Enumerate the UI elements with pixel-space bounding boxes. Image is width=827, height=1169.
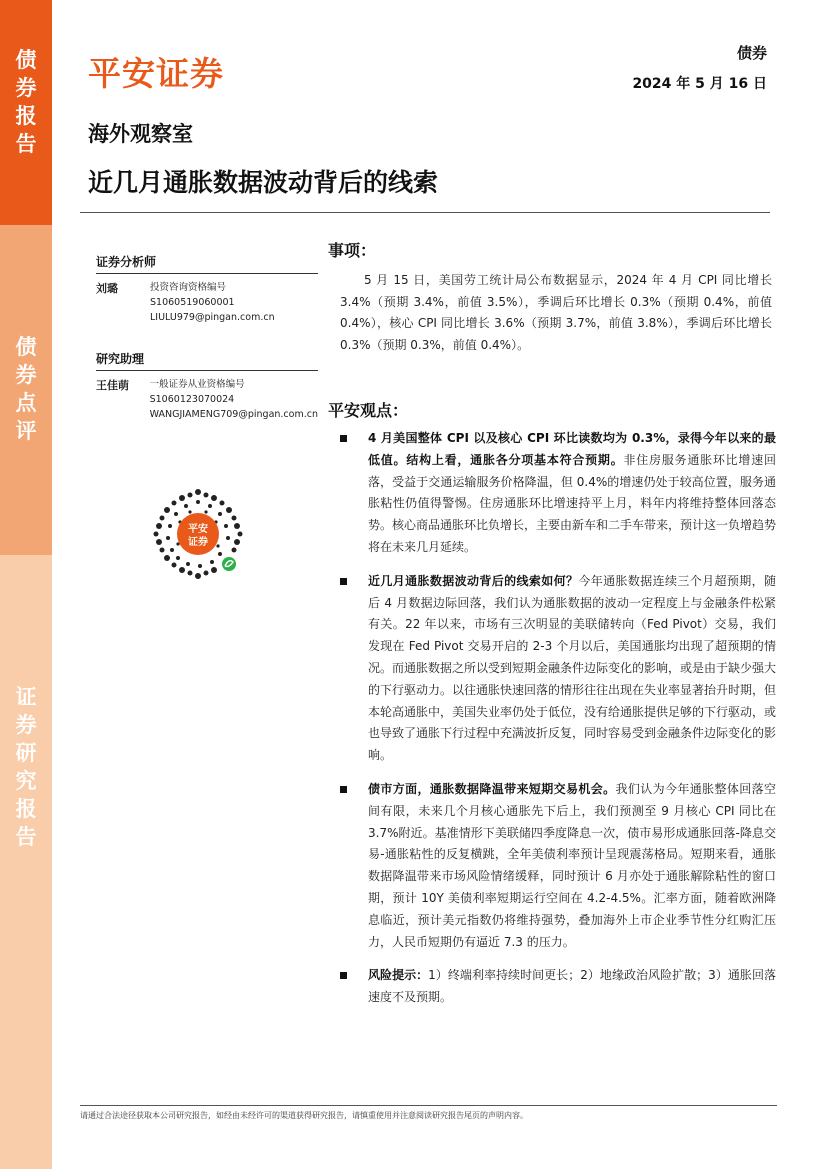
view-bullet-body: 非住房服务通胀环比增速回落，受益于交通运输服务价格降温，但 0.4%的增速仍处于较高位置，服务通胀粘性仍值得警惕。住房通胀环比增速持平上月，料年内将维持整体回落态势。核心商品通胀环比负增长，主要由新车和二手车带来，预计这一负增趋势将在未来几月延续。	[368, 452, 777, 554]
report-date: 2024 年 5 月 16 日	[632, 76, 767, 92]
analyst-role-label: 证券分析师	[96, 253, 318, 274]
qr-logo-text-top: 平安	[188, 524, 208, 535]
mini-program-qr-icon[interactable]	[150, 486, 246, 582]
view-bullet-clues	[340, 571, 776, 767]
view-bullet-lead: 风险提示：	[368, 968, 429, 983]
report-series: 海外观察室	[88, 122, 193, 146]
bullet-square-icon	[340, 786, 347, 793]
bullet-square-icon	[340, 972, 347, 979]
bullet-square-icon	[340, 435, 347, 442]
assistant-name: 王佳萌	[96, 379, 129, 392]
footer-divider	[80, 1105, 777, 1106]
report-category: 债券	[736, 44, 767, 62]
view-bullet-lead: 债市方面，通胀数据降温带来短期交易机会。	[368, 781, 616, 796]
qr-logo-text-bottom: 证券	[188, 537, 208, 548]
page-title: 近几月通胀数据波动背后的线索	[88, 168, 439, 197]
analyst-info	[150, 280, 275, 325]
view-bullet-body: 我们认为今年通胀整体回落空间有限，未来几个月核心通胀先下后上，我们预测至 9 月核心 CPI 同比在 3.7%附近。基准情形下美联储四季度降息一次，债市易形成通胀回落-降息交易-通胀粘性的反复横跳，全年美债利率预计呈现震荡格局。短期来看，通胀数据降温带来市场风险情绪缓释，同时预计 6 月亦处于通胀解除粘性的窗口期，预计 10Y 美债利率短期运行空间在 4.2-4.5%。汇率方面，随着欧洲降息临近，预计美元指数仍将维持强势，叠加海外上市企业季节性分红购汇压力，人民币短期仍有逼近 7.3 的压力。	[368, 781, 776, 949]
views-heading: 平安观点：	[328, 401, 409, 420]
assistant-license-label: 一般证券从业资格编号	[149, 379, 245, 390]
events-paragraph: 5 月 15 日，美国劳工统计局公布数据显示，2024 年 4 月 CPI 同比增长 3.4%（预期 3.4%，前值 3.5%），季调后环比增长 0.3%（预期 0.4%，前值 0.4%），核心 CPI 同比增长 3.6%（预期 3.7%，前值 3.8%），季调后环比增长 0.3%（预期 0.3%，前值 0.4%）。	[340, 273, 772, 352]
analyst-license-number: S1060519060001	[150, 297, 235, 308]
header-divider	[80, 212, 770, 213]
sidebar-text-bond-review: 债 券 点 评	[15, 335, 37, 443]
company-logo: 平安证券	[88, 54, 224, 93]
assistant-section	[96, 350, 318, 422]
analyst-entry	[96, 280, 318, 325]
analyst-section	[96, 253, 318, 325]
view-bullet-body: 1）终端利率持续时间更长；2）地缘政治风险扩散；3）通胀回落速度不及预期。	[368, 968, 776, 1005]
analyst-email[interactable]: LIULU979@pingan.com.cn	[150, 312, 275, 323]
view-bullet-bond-market	[340, 779, 776, 953]
assistant-license-number: S1060123070024	[149, 394, 235, 405]
assistant-email[interactable]: WANGJIAMENG709@pingan.com.cn	[149, 409, 318, 420]
view-bullet-body: 今年通胀数据连续三个月超预期，随后 4 月数据边际回落，我们认为通胀数据的波动一定程度上与金融条件松紧有关。22 年以来，市场有三次明显的美联储转向（Fed Pivot）交易，我们发现在 Fed Pivot 交易开启的 2-3 个月以后，美国通胀均出现了超预期的情况。而通胀数据之所以受到短期金融条件边际变化的影响，或是由于缺少强大的下行驱动力。以往通胀快速回落的情形往往出现在失业率显著抬升时期，但本轮高通胀中，美国失业率仍处于低位，没有给通胀提供足够的下行驱动，或也导致了通胀下行过程中充满波折反复，同时容易受到金融条件边际变化的影响。	[368, 573, 777, 763]
view-bullet-lead: 4 月美国整体 CPI 以及核心 CPI 环比读数均为 0.3%，录得今年以来的最低值。结构上看，通胀各分项基本符合预期。	[368, 431, 776, 467]
sidebar-block-research	[0, 555, 52, 1169]
assistant-entry	[96, 377, 318, 422]
analyst-license-label: 投资咨询资格编号	[150, 282, 227, 293]
views-list	[340, 428, 776, 1021]
view-bullet-lead: 近几月通胀数据波动背后的线索如何？	[368, 573, 579, 588]
analyst-name: 刘璐	[96, 282, 118, 295]
sidebar-text-research-report: 证 券 研 究 报 告	[15, 685, 37, 849]
view-bullet-risk	[340, 965, 776, 1009]
assistant-info	[150, 377, 318, 422]
sidebar-text-bond-report: 债 券 报 告	[15, 48, 37, 156]
footer-disclaimer: 请通过合法途径获取本公司研究报告，如经由未经许可的渠道获得研究报告，请慎重使用并注意阅读研究报告尾页的声明内容。	[80, 1111, 528, 1120]
bullet-square-icon	[340, 578, 347, 585]
assistant-role-label: 研究助理	[96, 350, 318, 371]
sidebar-block-report-kind	[0, 225, 52, 555]
sidebar	[0, 0, 52, 1169]
events-heading: 事项：	[328, 241, 377, 260]
sidebar-block-report-type	[0, 0, 52, 225]
view-bullet-cpi	[340, 428, 776, 559]
